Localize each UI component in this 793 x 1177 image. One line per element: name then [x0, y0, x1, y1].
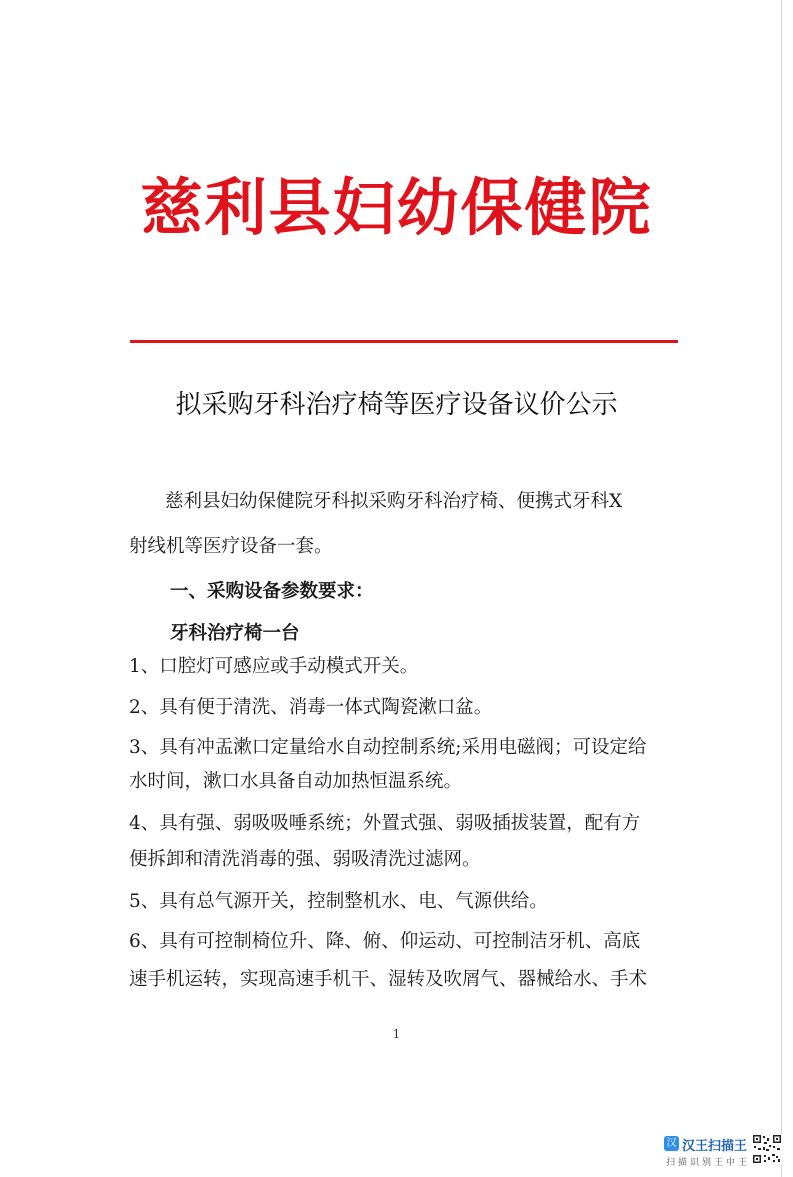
- list-item: 1、口腔灯可感应或手动模式开关。: [129, 656, 419, 677]
- section-heading: 一、采购设备参数要求：: [170, 581, 374, 602]
- document-title: 拟采购牙科治疗椅等医疗设备议价公示: [175, 390, 618, 420]
- scanner-watermark: [664, 1134, 784, 1170]
- list-item: 2、具有便于清洗、消毒一体式陶瓷漱口盆。: [129, 697, 493, 718]
- intro-line: 射线机等医疗设备一套。: [129, 536, 333, 557]
- list-item: 3、具有冲盂漱口定量给水自动控制系统;采用电磁阀；可设定给: [129, 737, 647, 758]
- list-item: 6、具有可控制椅位升、降、俯、仰运动、可控制洁牙机、高底: [129, 931, 641, 952]
- watermark-brand: 汉王扫描王: [682, 1139, 748, 1154]
- hanwang-logo-icon: 汉: [664, 1136, 679, 1151]
- watermark-slogan: 扫描识别王中王: [666, 1158, 751, 1168]
- header-divider: [130, 340, 678, 343]
- list-item: 5、具有总气源开关，控制整机水、电、气源供给。: [129, 891, 548, 912]
- equipment-subheading: 牙科治疗椅一台: [170, 623, 300, 644]
- page-number: 1: [392, 1027, 401, 1041]
- list-item: 4、具有强、弱吸吸唾系统；外置式强、弱吸插拔装置，配有方: [129, 813, 641, 834]
- qr-code-icon: [752, 1134, 782, 1164]
- list-item-continuation: 速手机运转，实现高速手机干、湿转及吹屑气、器械给水、手术: [129, 969, 648, 990]
- list-item-continuation: 便拆卸和清洗消毒的强、弱吸清洗过滤网。: [129, 849, 481, 870]
- list-item-continuation: 水时间，漱口水具备自动加热恒温系统。: [129, 771, 463, 792]
- organization-title: 慈利县妇幼保健院: [140, 171, 653, 244]
- intro-line: 慈利县妇幼保健院牙科拟采购牙科治疗椅、便携式牙科X: [165, 491, 623, 512]
